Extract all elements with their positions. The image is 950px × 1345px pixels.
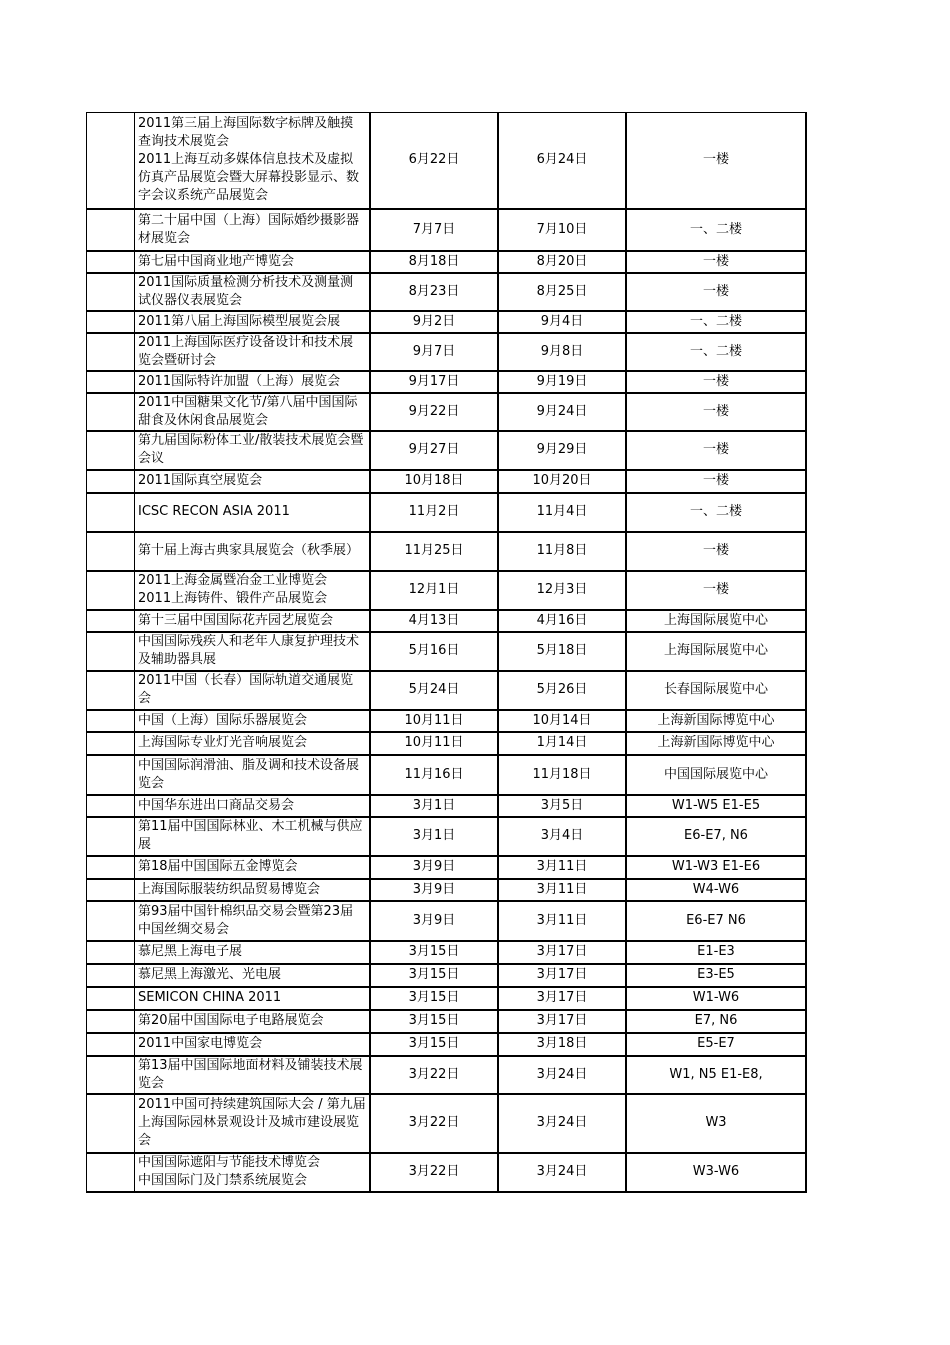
venue-cell: 上海国际展览中心 bbox=[626, 632, 806, 671]
exhibition-name-cell bbox=[135, 470, 371, 493]
end-date-cell: 11月4日 bbox=[498, 493, 626, 532]
row-index-cell bbox=[87, 1056, 135, 1094]
table-row bbox=[87, 209, 807, 251]
venue-cell: 一、二楼 bbox=[626, 333, 806, 371]
table-row bbox=[87, 856, 807, 879]
venue-cell: E6-E7 N6 bbox=[626, 901, 806, 941]
start-date-cell: 11月16日 bbox=[370, 755, 498, 795]
end-date-cell: 5月26日 bbox=[498, 671, 626, 710]
start-date-cell: 3月9日 bbox=[370, 901, 498, 941]
exhibition-name-cell bbox=[135, 732, 371, 755]
venue-cell: 长春国际展览中心 bbox=[626, 671, 806, 710]
start-date-cell: 4月13日 bbox=[370, 610, 498, 632]
exhibition-name-line: 第20届中国国际电子电路展览会 bbox=[138, 1013, 324, 1028]
row-index-cell bbox=[87, 532, 135, 571]
table-row bbox=[87, 532, 807, 571]
start-date-cell: 9月2日 bbox=[370, 311, 498, 333]
start-date-cell: 3月15日 bbox=[370, 1010, 498, 1033]
row-index-cell bbox=[87, 901, 135, 941]
venue-cell: 一楼 bbox=[626, 532, 806, 571]
venue-cell: W3 bbox=[626, 1094, 806, 1153]
start-date-cell: 3月1日 bbox=[370, 795, 498, 817]
end-date-cell: 11月18日 bbox=[498, 755, 626, 795]
row-index-cell bbox=[87, 1094, 135, 1153]
end-date-cell: 9月19日 bbox=[498, 371, 626, 393]
exhibition-name-line: 第13届中国国际地面材料及铺装技术展览会 bbox=[138, 1057, 363, 1091]
row-index-cell bbox=[87, 755, 135, 795]
end-date-cell: 3月24日 bbox=[498, 1094, 626, 1153]
end-date-cell: 3月24日 bbox=[498, 1056, 626, 1094]
exhibition-name-line: 2011中国（长春）国际轨道交通展览会 bbox=[138, 673, 354, 706]
exhibition-name-line: 2011第三届上海国际数字标牌及触摸查询技术展览会 bbox=[138, 116, 354, 150]
row-index-cell bbox=[87, 333, 135, 371]
venue-cell: E5-E7 bbox=[626, 1033, 806, 1056]
table-row bbox=[87, 817, 807, 856]
venue-cell: 一楼 bbox=[626, 571, 806, 610]
end-date-cell: 10月20日 bbox=[498, 470, 626, 493]
start-date-cell: 5月24日 bbox=[370, 671, 498, 710]
start-date-cell: 11月25日 bbox=[370, 532, 498, 571]
row-index-cell bbox=[87, 371, 135, 393]
table-row bbox=[87, 251, 807, 273]
exhibition-name-cell bbox=[135, 856, 371, 879]
exhibition-name-line: 2011中国糖果文化节/第八届中国国际甜食及休闲食品展览会 bbox=[138, 394, 358, 428]
table-row bbox=[87, 1010, 807, 1033]
row-index-cell bbox=[87, 251, 135, 273]
exhibition-name-line: 2011中国可持续建筑国际大会 / 第九届上海国际园林景观设计及城市建设展览会 bbox=[138, 1097, 366, 1148]
exhibition-name-line: 第93届中国针棉织品交易会暨第23届中国丝绸交易会 bbox=[138, 903, 354, 937]
table-row bbox=[87, 795, 807, 817]
row-index-cell bbox=[87, 817, 135, 856]
venue-cell: 一、二楼 bbox=[626, 209, 806, 251]
exhibition-name-line: 第11届中国国际林业、木工机械与供应展 bbox=[138, 819, 363, 852]
end-date-cell: 3月17日 bbox=[498, 964, 626, 987]
exhibition-name-cell bbox=[135, 371, 371, 393]
exhibition-name-cell bbox=[135, 493, 371, 532]
exhibition-name-cell bbox=[135, 901, 371, 941]
row-index-cell bbox=[87, 273, 135, 311]
exhibition-name-cell bbox=[135, 333, 371, 371]
exhibition-name-line: 中国（上海）国际乐器展览会 bbox=[138, 712, 308, 728]
exhibition-name-cell bbox=[135, 113, 371, 209]
row-index-cell bbox=[87, 493, 135, 532]
exhibition-name-line: 2011国际真空展览会 bbox=[138, 473, 263, 488]
table-row bbox=[87, 571, 807, 610]
table-row bbox=[87, 732, 807, 755]
exhibition-name-cell bbox=[135, 209, 371, 251]
row-index-cell bbox=[87, 311, 135, 333]
table-row bbox=[87, 333, 807, 371]
end-date-cell: 8月25日 bbox=[498, 273, 626, 311]
start-date-cell: 11月2日 bbox=[370, 493, 498, 532]
table-row bbox=[87, 964, 807, 987]
exhibition-name-cell bbox=[135, 1056, 371, 1094]
venue-cell: W4-W6 bbox=[626, 879, 806, 901]
exhibition-name-line: 2011上海金属暨冶金工业博览会 bbox=[138, 573, 328, 588]
exhibition-name-line: 第二十届中国（上海）国际婚纱摄影器材展览会 bbox=[138, 212, 360, 246]
table-row bbox=[87, 710, 807, 732]
exhibition-name-cell bbox=[135, 393, 371, 431]
start-date-cell: 3月15日 bbox=[370, 941, 498, 964]
table-row bbox=[87, 311, 807, 333]
exhibition-name-cell bbox=[135, 251, 371, 273]
table-row bbox=[87, 987, 807, 1010]
row-index-cell bbox=[87, 987, 135, 1010]
table-row bbox=[87, 755, 807, 795]
start-date-cell: 3月15日 bbox=[370, 987, 498, 1010]
exhibition-name-cell bbox=[135, 610, 371, 632]
exhibition-name-line: 中国国际润滑油、脂及调和技术设备展览会 bbox=[138, 757, 360, 791]
venue-cell: W3-W6 bbox=[626, 1153, 806, 1192]
row-index-cell bbox=[87, 113, 135, 209]
start-date-cell: 8月23日 bbox=[370, 273, 498, 311]
exhibition-name-cell bbox=[135, 632, 371, 671]
start-date-cell: 3月22日 bbox=[370, 1056, 498, 1094]
venue-cell: W1, N5 E1-E8, bbox=[626, 1056, 806, 1094]
venue-cell: 一楼 bbox=[626, 431, 806, 470]
start-date-cell: 10月11日 bbox=[370, 732, 498, 755]
table-row bbox=[87, 1153, 807, 1192]
end-date-cell: 3月4日 bbox=[498, 817, 626, 856]
row-index-cell bbox=[87, 1033, 135, 1056]
row-index-cell bbox=[87, 964, 135, 987]
venue-cell: 一、二楼 bbox=[626, 493, 806, 532]
venue-cell: W1-W6 bbox=[626, 987, 806, 1010]
table-row bbox=[87, 1056, 807, 1094]
venue-cell: 一楼 bbox=[626, 251, 806, 273]
exhibition-name-line: 2011中国家电博览会 bbox=[138, 1036, 263, 1051]
exhibition-name-line: 第十届上海古典家具展览会（秋季展） bbox=[138, 543, 360, 558]
exhibition-name-line: 中国华东进出口商品交易会 bbox=[138, 797, 295, 813]
start-date-cell: 12月1日 bbox=[370, 571, 498, 610]
venue-cell: E3-E5 bbox=[626, 964, 806, 987]
exhibition-name-line: 第18届中国国际五金博览会 bbox=[138, 859, 298, 874]
start-date-cell: 9月17日 bbox=[370, 371, 498, 393]
venue-cell: 一楼 bbox=[626, 371, 806, 393]
exhibition-name-line: 第七届中国商业地产博览会 bbox=[138, 253, 295, 269]
row-index-cell bbox=[87, 1010, 135, 1033]
start-date-cell: 5月16日 bbox=[370, 632, 498, 671]
exhibition-name-cell bbox=[135, 795, 371, 817]
row-index-cell bbox=[87, 795, 135, 817]
end-date-cell: 7月10日 bbox=[498, 209, 626, 251]
table-row bbox=[87, 941, 807, 964]
start-date-cell: 3月9日 bbox=[370, 856, 498, 879]
venue-cell: 一楼 bbox=[626, 273, 806, 311]
row-index-cell bbox=[87, 209, 135, 251]
exhibition-name-line: 中国国际残疾人和老年人康复护理技术及辅助器具展 bbox=[138, 634, 360, 667]
end-date-cell: 3月17日 bbox=[498, 1010, 626, 1033]
row-index-cell bbox=[87, 632, 135, 671]
end-date-cell: 3月11日 bbox=[498, 856, 626, 879]
end-date-cell: 4月16日 bbox=[498, 610, 626, 632]
row-index-cell bbox=[87, 431, 135, 470]
exhibition-name-cell bbox=[135, 755, 371, 795]
exhibition-name-line: 中国国际遮阳与节能技术博览会 bbox=[138, 1155, 321, 1170]
start-date-cell: 3月9日 bbox=[370, 879, 498, 901]
venue-cell: 一楼 bbox=[626, 393, 806, 431]
exhibition-name-cell bbox=[135, 273, 371, 311]
exhibition-name-cell bbox=[135, 817, 371, 856]
venue-cell: 上海新国际博览中心 bbox=[626, 732, 806, 755]
row-index-cell bbox=[87, 856, 135, 879]
venue-cell: 一、二楼 bbox=[626, 311, 806, 333]
exhibition-name-cell bbox=[135, 532, 371, 571]
venue-cell: E7, N6 bbox=[626, 1010, 806, 1033]
start-date-cell: 9月27日 bbox=[370, 431, 498, 470]
table-row bbox=[87, 632, 807, 671]
start-date-cell: 3月22日 bbox=[370, 1153, 498, 1192]
venue-cell: E6-E7, N6 bbox=[626, 817, 806, 856]
end-date-cell: 12月3日 bbox=[498, 571, 626, 610]
exhibition-name-cell bbox=[135, 941, 371, 964]
venue-cell: W1-W5 E1-E5 bbox=[626, 795, 806, 817]
end-date-cell: 3月24日 bbox=[498, 1153, 626, 1192]
table-row bbox=[87, 1094, 807, 1153]
row-index-cell bbox=[87, 879, 135, 901]
row-index-cell bbox=[87, 470, 135, 493]
end-date-cell: 3月17日 bbox=[498, 941, 626, 964]
exhibition-name-line: 上海国际服装纺织品贸易博览会 bbox=[138, 881, 321, 897]
end-date-cell: 8月20日 bbox=[498, 251, 626, 273]
exhibition-name-line: 2011第八届上海国际模型展览会展 bbox=[138, 313, 341, 329]
end-date-cell: 1月14日 bbox=[498, 732, 626, 755]
row-index-cell bbox=[87, 571, 135, 610]
exhibition-name-line: SEMICON CHINA 2011 bbox=[138, 990, 282, 1005]
end-date-cell: 5月18日 bbox=[498, 632, 626, 671]
exhibition-name-line: 慕尼黑上海激光、光电展 bbox=[138, 967, 282, 982]
exhibition-name-cell bbox=[135, 879, 371, 901]
end-date-cell: 9月29日 bbox=[498, 431, 626, 470]
start-date-cell: 8月18日 bbox=[370, 251, 498, 273]
end-date-cell: 3月11日 bbox=[498, 901, 626, 941]
exhibition-name-cell bbox=[135, 571, 371, 610]
row-index-cell bbox=[87, 941, 135, 964]
exhibition-name-cell bbox=[135, 1010, 371, 1033]
table-row bbox=[87, 879, 807, 901]
exhibition-name-line: 2011上海互动多媒体信息技术及虚拟仿真产品展览会暨大屏幕投影显示、数字会议系统产品展览会 bbox=[138, 152, 360, 204]
end-date-cell: 9月24日 bbox=[498, 393, 626, 431]
table-row bbox=[87, 610, 807, 632]
exhibition-name-cell bbox=[135, 1153, 371, 1192]
end-date-cell: 3月17日 bbox=[498, 987, 626, 1010]
exhibition-name-line: 2011上海国际医疗设备设计和技术展览会暨研讨会 bbox=[138, 334, 354, 368]
row-index-cell bbox=[87, 610, 135, 632]
table-row bbox=[87, 113, 807, 209]
exhibition-name-cell bbox=[135, 431, 371, 470]
venue-cell: 一楼 bbox=[626, 113, 806, 209]
table-row bbox=[87, 273, 807, 311]
end-date-cell: 3月5日 bbox=[498, 795, 626, 817]
table-row bbox=[87, 901, 807, 941]
end-date-cell: 10月14日 bbox=[498, 710, 626, 732]
exhibition-name-line: 第十三届中国国际花卉园艺展览会 bbox=[138, 612, 334, 628]
end-date-cell: 3月18日 bbox=[498, 1033, 626, 1056]
exhibition-name-cell bbox=[135, 671, 371, 710]
exhibition-name-line: 2011国际质量检测分析技术及测量测试仪器仪表展览会 bbox=[138, 274, 354, 308]
table-body bbox=[87, 113, 807, 1192]
exhibition-name-cell bbox=[135, 1094, 371, 1153]
row-index-cell bbox=[87, 732, 135, 755]
start-date-cell: 9月22日 bbox=[370, 393, 498, 431]
exhibition-name-cell bbox=[135, 1033, 371, 1056]
exhibition-name-cell bbox=[135, 964, 371, 987]
venue-cell: 上海国际展览中心 bbox=[626, 610, 806, 632]
table-row bbox=[87, 371, 807, 393]
venue-cell: 中国国际展览中心 bbox=[626, 755, 806, 795]
end-date-cell: 3月11日 bbox=[498, 879, 626, 901]
venue-cell: 上海新国际博览中心 bbox=[626, 710, 806, 732]
exhibition-name-cell bbox=[135, 710, 371, 732]
start-date-cell: 3月22日 bbox=[370, 1094, 498, 1153]
end-date-cell: 9月4日 bbox=[498, 311, 626, 333]
end-date-cell: 11月8日 bbox=[498, 532, 626, 571]
start-date-cell: 3月15日 bbox=[370, 964, 498, 987]
row-index-cell bbox=[87, 393, 135, 431]
table-row bbox=[87, 1033, 807, 1056]
exhibition-name-cell bbox=[135, 311, 371, 333]
start-date-cell: 6月22日 bbox=[370, 113, 498, 209]
exhibition-name-cell bbox=[135, 987, 371, 1010]
exhibition-name-line: 上海国际专业灯光音响展览会 bbox=[138, 735, 308, 750]
exhibition-name-line: 慕尼黑上海电子展 bbox=[138, 944, 243, 959]
row-index-cell bbox=[87, 1153, 135, 1192]
start-date-cell: 3月15日 bbox=[370, 1033, 498, 1056]
start-date-cell: 9月7日 bbox=[370, 333, 498, 371]
exhibition-name-line: 2011国际特许加盟（上海）展览会 bbox=[138, 373, 341, 389]
exhibition-name-line: 第九届国际粉体工业/散装技术展览会暨会议 bbox=[138, 433, 364, 466]
end-date-cell: 9月8日 bbox=[498, 333, 626, 371]
start-date-cell: 7月7日 bbox=[370, 209, 498, 251]
start-date-cell: 10月18日 bbox=[370, 470, 498, 493]
table-row bbox=[87, 493, 807, 532]
exhibition-name-line: 中国国际门及门禁系统展览会 bbox=[138, 1173, 308, 1188]
row-index-cell bbox=[87, 671, 135, 710]
venue-cell: W1-W3 E1-E6 bbox=[626, 856, 806, 879]
start-date-cell: 3月1日 bbox=[370, 817, 498, 856]
start-date-cell: 10月11日 bbox=[370, 710, 498, 732]
row-index-cell bbox=[87, 710, 135, 732]
venue-cell: 一楼 bbox=[626, 470, 806, 493]
table-row bbox=[87, 393, 807, 431]
venue-cell: E1-E3 bbox=[626, 941, 806, 964]
exhibition-name-line: ICSC RECON ASIA 2011 bbox=[138, 504, 290, 519]
table-row bbox=[87, 431, 807, 470]
end-date-cell: 6月24日 bbox=[498, 113, 626, 209]
exhibition-name-line: 2011上海铸件、锻件产品展览会 bbox=[138, 591, 328, 606]
table-row bbox=[87, 470, 807, 493]
exhibition-schedule-table bbox=[86, 112, 807, 1193]
table-row bbox=[87, 671, 807, 710]
